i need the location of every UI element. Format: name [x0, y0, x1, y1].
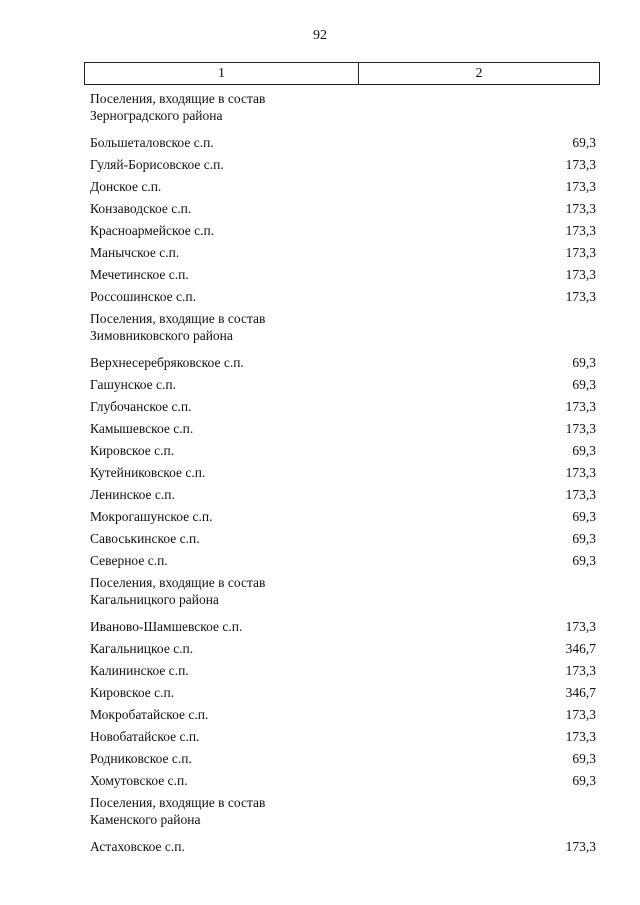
settlement-name: Камышевское с.п. — [90, 421, 194, 436]
column-header-2: 2 — [475, 65, 483, 81]
group-header-row — [90, 792, 596, 836]
settlement-name: Россошинское с.п. — [90, 289, 196, 304]
settlement-name: Кагальницкое с.п. — [90, 641, 194, 656]
settlement-name: Кутейниковское с.п. — [90, 465, 206, 480]
settlement-name: Мечетинское с.п. — [90, 267, 189, 282]
table-row — [90, 506, 596, 528]
table-row — [90, 176, 596, 198]
settlement-value: 173,3 — [565, 487, 596, 502]
settlement-name: Хомутовское с.п. — [90, 773, 188, 788]
settlement-value: 173,3 — [565, 839, 596, 854]
settlement-value: 173,3 — [565, 421, 596, 436]
settlement-name: Иваново-Шамшевское с.п. — [90, 619, 243, 634]
table-row — [90, 550, 596, 572]
settlement-value: 173,3 — [565, 157, 596, 172]
table-row — [90, 374, 596, 396]
table-row — [90, 682, 596, 704]
settlement-value: 173,3 — [565, 663, 596, 678]
settlement-value: 173,3 — [565, 179, 596, 194]
settlement-value: 346,7 — [565, 685, 596, 700]
table-body — [90, 88, 596, 858]
settlement-name: Северное с.п. — [90, 553, 168, 568]
settlement-value: 69,3 — [572, 377, 596, 392]
settlement-value: 69,3 — [572, 509, 596, 524]
group-title: Поселения, входящие в состав Кагальницкого района — [90, 575, 266, 607]
settlement-value: 69,3 — [572, 355, 596, 370]
table-row — [90, 242, 596, 264]
table-row — [90, 704, 596, 726]
settlement-value: 173,3 — [565, 399, 596, 414]
settlement-value: 173,3 — [565, 289, 596, 304]
page-number: 92 — [313, 28, 327, 43]
settlement-name: Донское с.п. — [90, 179, 162, 194]
settlement-value: 69,3 — [572, 751, 596, 766]
table-row — [90, 220, 596, 242]
settlement-name: Гуляй-Борисовское с.п. — [90, 157, 224, 172]
settlement-name: Глубочанское с.п. — [90, 399, 192, 414]
settlement-name: Ленинское с.п. — [90, 487, 175, 502]
table-row — [90, 198, 596, 220]
settlement-value: 346,7 — [565, 641, 596, 656]
settlement-value: 173,3 — [565, 707, 596, 722]
table-row — [90, 748, 596, 770]
group-title: Поселения, входящие в состав Каменского района — [90, 795, 266, 827]
settlement-name: Кировское с.п. — [90, 685, 175, 700]
table-row — [90, 264, 596, 286]
settlement-value: 69,3 — [572, 135, 596, 150]
settlement-value: 173,3 — [565, 223, 596, 238]
settlement-name: Мокрогашунское с.п. — [90, 509, 213, 524]
table-row — [90, 418, 596, 440]
group-header-row — [90, 308, 596, 352]
column-header-1: 1 — [85, 63, 359, 84]
table-row — [90, 484, 596, 506]
table-row — [90, 286, 596, 308]
table-row — [90, 462, 596, 484]
settlement-name: Верхнесеребряковское с.п. — [90, 355, 244, 370]
group-header-row — [90, 88, 596, 132]
table-row — [90, 396, 596, 418]
settlement-value: 173,3 — [565, 465, 596, 480]
settlement-value: 173,3 — [565, 267, 596, 282]
settlement-value: 173,3 — [565, 619, 596, 634]
settlement-name: Мокробатайское с.п. — [90, 707, 209, 722]
settlement-name: Гашунское с.п. — [90, 377, 176, 392]
table-row — [90, 528, 596, 550]
settlement-name: Конзаводское с.п. — [90, 201, 192, 216]
group-title: Поселения, входящие в состав Зерноградского района — [90, 91, 266, 123]
group-title: Поселения, входящие в состав Зимовниковского района — [90, 311, 266, 343]
settlement-value: 173,3 — [565, 245, 596, 260]
settlement-name: Большеталовское с.п. — [90, 135, 214, 150]
settlement-value: 69,3 — [572, 553, 596, 568]
settlement-name: Красноармейское с.п. — [90, 223, 215, 238]
table-row — [90, 616, 596, 638]
settlement-value: 69,3 — [572, 531, 596, 546]
table-row — [90, 836, 596, 858]
settlement-value: 69,3 — [572, 773, 596, 788]
settlement-value: 173,3 — [565, 201, 596, 216]
settlement-name: Манычское с.п. — [90, 245, 180, 260]
table-row — [90, 726, 596, 748]
table-row — [90, 352, 596, 374]
settlement-name: Калининское с.п. — [90, 663, 189, 678]
settlement-name: Савоськинское с.п. — [90, 531, 200, 546]
group-header-row — [90, 572, 596, 616]
table-row — [90, 132, 596, 154]
table-row — [90, 154, 596, 176]
table-row — [90, 770, 596, 792]
table-header — [84, 62, 600, 85]
table-row — [90, 638, 596, 660]
table-row — [90, 660, 596, 682]
table-row — [90, 440, 596, 462]
settlement-name: Родниковское с.п. — [90, 751, 192, 766]
settlement-name: Астаховское с.п. — [90, 839, 185, 854]
settlement-value: 69,3 — [572, 443, 596, 458]
settlement-name: Кировское с.п. — [90, 443, 175, 458]
settlement-name: Новобатайское с.п. — [90, 729, 200, 744]
settlement-value: 173,3 — [565, 729, 596, 744]
